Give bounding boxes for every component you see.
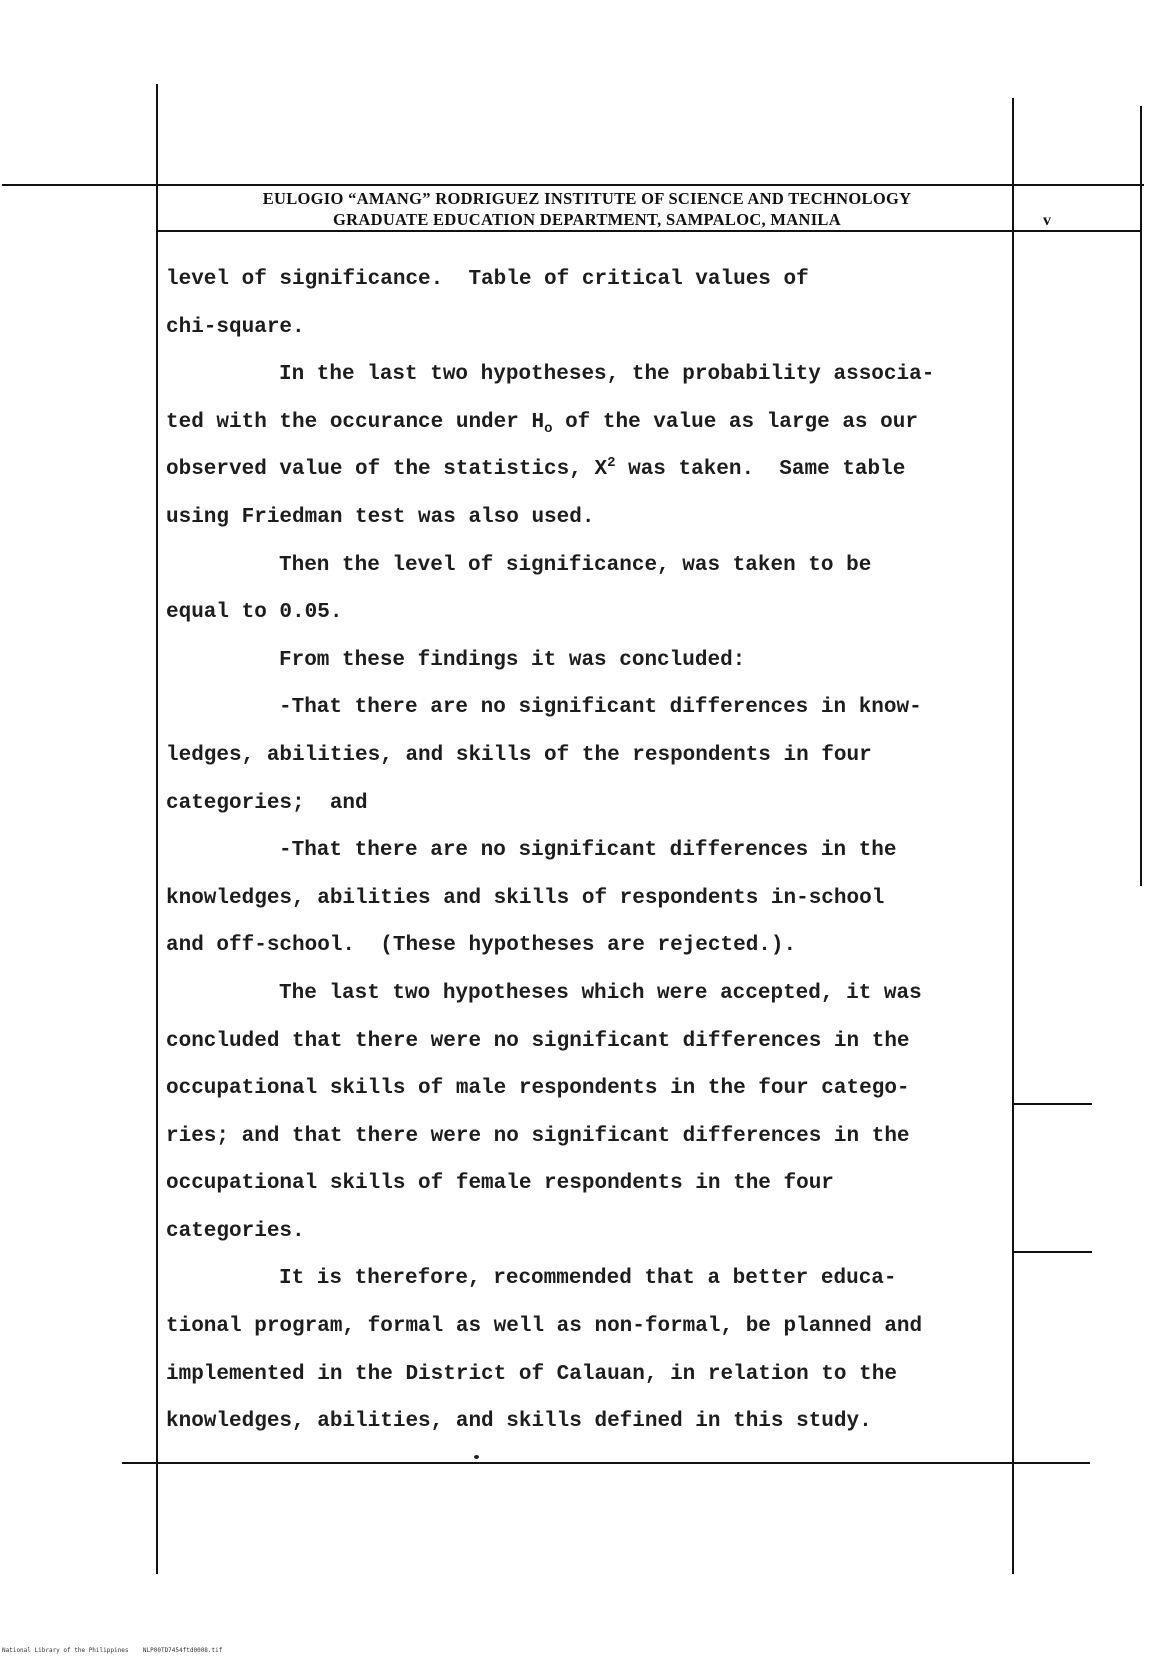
- institution-header: [158, 188, 1016, 230]
- text-line: occupational skills of male respondents in the four catego-: [166, 1077, 910, 1101]
- margin-tick-rule: [1012, 1103, 1092, 1105]
- scan-footer: [2, 1647, 222, 1654]
- text-segment: observed value of the statistics, X: [166, 458, 608, 482]
- text-line: using Friedman test was also used.: [166, 505, 595, 529]
- text-line: chi-square.: [166, 315, 305, 339]
- text-line: occupational skills of female respondents in the four: [166, 1172, 834, 1196]
- text-line: The last two hypotheses which were accepted, it was: [279, 981, 922, 1005]
- text-line: [166, 446, 1014, 494]
- text-line: -That there are no significant differences in the: [279, 839, 897, 863]
- header-institution-name: EULOGIO “AMANG” RODRIGUEZ INSTITUTE OF SCIENCE AND TECHNOLOGY: [262, 189, 912, 208]
- text-segment: was taken. Same table: [615, 458, 906, 482]
- text-line: Then the level of significance, was taken to be: [279, 553, 872, 577]
- text-line: knowledges, abilities and skills of respondents in-school: [166, 886, 885, 910]
- scan-filename: NLP00TD7454ftd0008.tif: [142, 1647, 223, 1654]
- text-line: In the last two hypotheses, the probability associa-: [279, 363, 935, 387]
- scan-speck: [474, 1455, 479, 1459]
- text-line: categories; and: [166, 791, 368, 815]
- footer-rule: [122, 1462, 1090, 1464]
- superscript: 2: [607, 455, 616, 472]
- text-line: ledges, abilities, and skills of the respondents in four: [166, 743, 872, 767]
- header-department: GRADUATE EDUCATION DEPARTMENT, SAMPALOC, MANILA: [333, 210, 841, 229]
- text-line: categories.: [166, 1219, 305, 1243]
- text-line: -That there are no significant differences in know-: [279, 696, 922, 720]
- text-line: knowledges, abilities, and skills defined in this study.: [166, 1410, 872, 1434]
- text-line: implemented in the District of Calauan, in relation to the: [166, 1362, 897, 1386]
- text-line: From these findings it was concluded:: [279, 648, 746, 672]
- text-line: equal to 0.05.: [166, 601, 343, 625]
- text-line: and off-school. (These hypotheses are rejected.).: [166, 934, 797, 958]
- text-line: tional program, formal as well as non-formal, be planned and: [166, 1315, 923, 1339]
- text-line: concluded that there were no significant differences in the: [166, 1029, 910, 1053]
- text-segment: ted with the occurance under H: [166, 410, 545, 434]
- header-bottom-rule: [156, 230, 1142, 232]
- text-line: level of significance. Table of critical values of: [166, 268, 809, 291]
- text-line: It is therefore, recommended that a better educa-: [279, 1267, 897, 1291]
- far-right-rule: [1140, 106, 1142, 886]
- library-credit: National Library of the Philippines: [2, 1647, 129, 1654]
- document-body: [166, 256, 1014, 1446]
- text-line: ries; and that there were no significant differences in the: [166, 1124, 910, 1148]
- page-number: v: [1043, 212, 1051, 229]
- subscript: o: [544, 420, 553, 437]
- left-margin-rule: [156, 84, 158, 1574]
- margin-tick-rule: [1012, 1251, 1092, 1253]
- header-top-rule: [2, 184, 1144, 186]
- text-line: [166, 399, 1014, 447]
- text-segment: of the value as large as our: [552, 410, 918, 434]
